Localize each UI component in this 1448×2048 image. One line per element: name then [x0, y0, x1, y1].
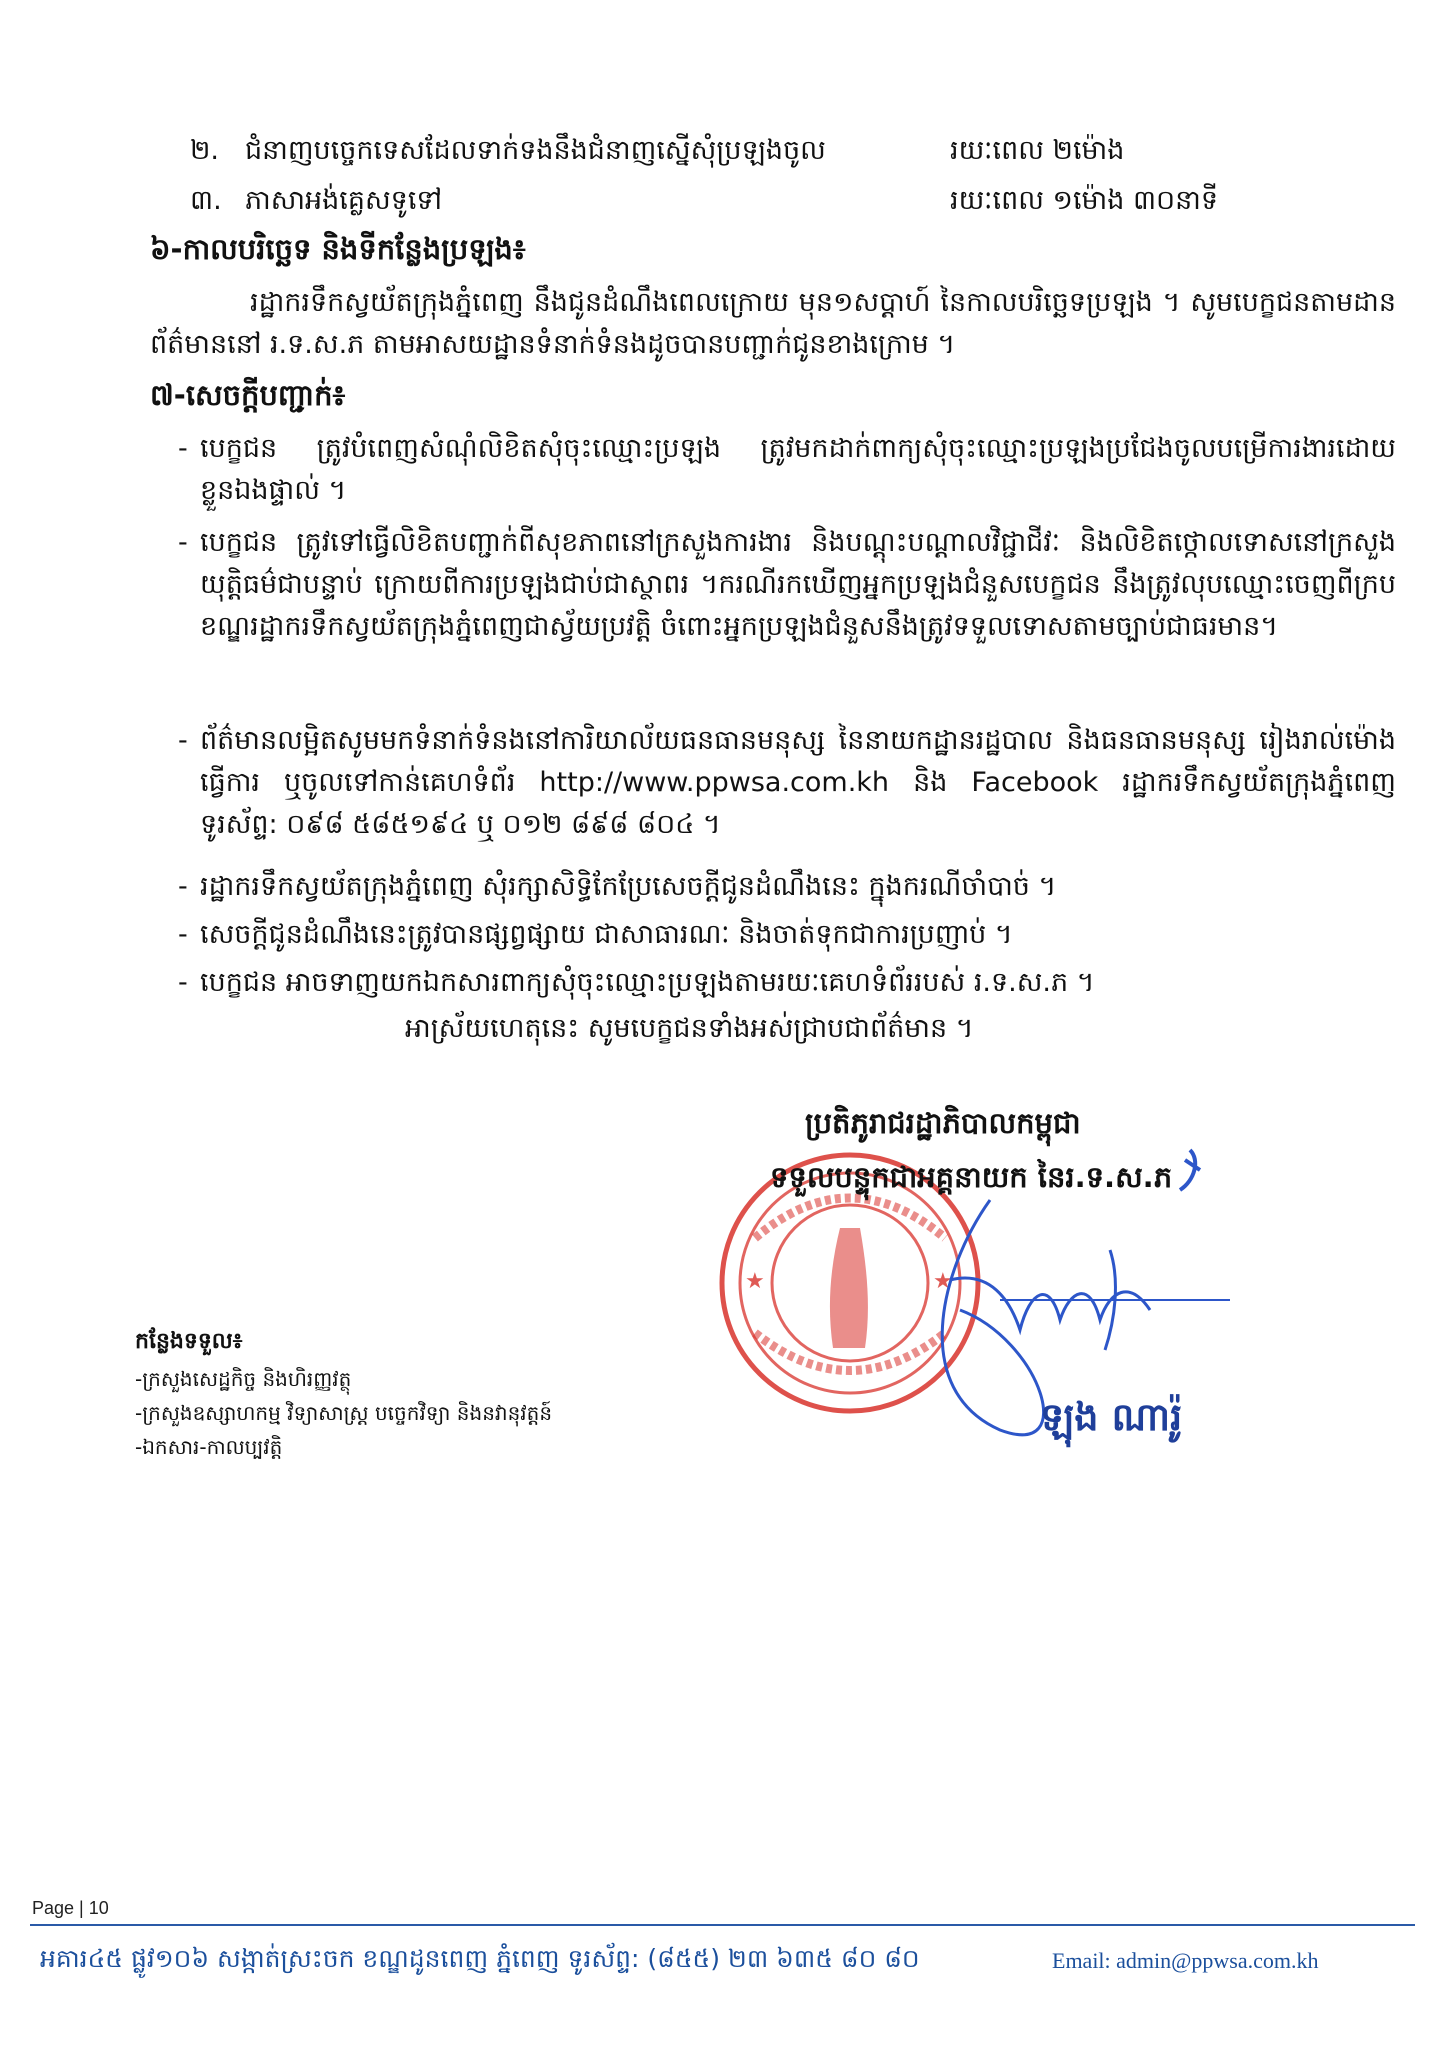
- bullet-dash: -: [178, 433, 188, 464]
- closing-statement: អាស្រ័យហេតុនេះ សូមបេក្ខជនទាំងអស់ជ្រាបជាព័ត៌មាន ។: [405, 1013, 974, 1044]
- notice-bullet: [178, 914, 1396, 956]
- bullet-dash: -: [178, 871, 188, 902]
- exam-item-subject: ភាសាអង់គ្លេសទូទៅ: [245, 185, 443, 216]
- notice-bullet: [178, 866, 1396, 908]
- recipients-heading: កន្លែងទទួល៖: [135, 1329, 243, 1354]
- bullet-dash: -: [178, 919, 188, 950]
- bullet-text: បេក្ខជន ត្រូវបំពេញសំណុំលិខិតសុំចុះឈ្មោះប្រឡង ត្រូវមកដាក់ពាក្យសុំចុះឈ្មោះប្រឡងប្រជែងចូលបម្រើការងារដោយខ្លួនឯងផ្ទាល់ ។: [200, 433, 1396, 506]
- notice-bullet: [178, 962, 1396, 1004]
- section-7-heading: ៧-សេចក្តីបញ្ជាក់៖: [150, 378, 346, 412]
- signatory-position: ទទួលបន្ទុកជាអគ្គនាយក នៃរ.ទ.ស.ភ: [770, 1160, 1173, 1194]
- bullet-text: បេក្ខជន ត្រូវទៅធ្វើលិខិតបញ្ជាក់ពីសុខភាពនៅក្រសួងការងារ និងបណ្តុះបណ្តាលវិជ្ជាជីវៈ និងលិខិតថ្កោលទោសនៅក្រសួងយុត្តិធម៌ជាបន្ទាប់ ក្រោយពីការប្រឡងជាប់ជាស្ថាពរ ។ករណីរកឃើញអ្នកប្រឡងជំនួសបេក្ខជន នឹងត្រូវលុបឈ្មោះចេញពីក្របខណ្ឌរដ្ឋាករទឹកស្វយ័តក្រុងភ្នំពេញជាស្វ័យប្រវត្តិ ចំពោះអ្នកប្រឡងជំនួសនឹងត្រូវទទួលទោសតាមច្បាប់ជាធរមាន។: [200, 527, 1396, 642]
- signatory-name: ឡុង ណារ៉ូ: [1040, 1395, 1183, 1439]
- footer-address: អគារ៤៥ ផ្លូវ១០៦ សង្កាត់ស្រះចក ខណ្ឌដូនពេញ ភ្នំពេញ ទូរស័ព្ទ: (៨៥៥) ២៣ ៦៣៥ ៨០ ៨០: [40, 1944, 920, 1973]
- notice-bullet: [178, 428, 1396, 512]
- footer-divider: [30, 1924, 1415, 1926]
- exam-item-number: ៣.: [190, 185, 222, 216]
- exam-item-subject: ជំនាញបច្ចេកទេសដែលទាក់ទងនឹងជំនាញស្នើសុំប្រឡងចូល: [245, 135, 826, 166]
- svg-text:★: ★: [745, 1269, 765, 1294]
- notice-bullet: [178, 522, 1396, 648]
- bullet-dash: -: [178, 725, 188, 756]
- bullet-text: បេក្ខជន អាចទាញយកឯកសារពាក្យសុំចុះឈ្មោះប្រឡងតាមរយៈគេហទំព័ររបស់ រ.ទ.ស.ភ ។: [200, 967, 1095, 998]
- bullet-text: ព័ត៌មានលម្អិតសូមមកទំនាក់ទំនងនៅការិយាល័យធនធានមនុស្ស នៃនាយកដ្ឋានរដ្ឋបាល និងធនធានមនុស្ស រៀងរាល់ម៉ោងធ្វើការ ឬចូលទៅកាន់គេហទំព័រ http://www.ppwsa.com.kh និង Facebook រដ្ឋាករទឹកស្វយ័តក្រុងភ្នំពេញ ទូរស័ព្ទ: ០៩៨ ៥៨៥១៩៤ ឬ ០១២ ៨៩៨ ៨០៤ ។: [200, 725, 1396, 840]
- footer-email: Email: admin@ppwsa.com.kh: [1052, 1948, 1319, 1973]
- section-6-body: រដ្ឋាករទឹកស្វយ័តក្រុងភ្នំពេញ នឹងជូនដំណឹងពេលក្រោយ មុន១សប្ដាហ៍ នៃកាលបរិច្ឆេទប្រឡង ។ សូមបេក្ខជនតាមដានព័ត៌មាននៅ រ.ទ.ស.ភ តាមអាសយដ្ឋានទំនាក់ទំនងដូចបានបញ្ជាក់ជូនខាងក្រោម ។: [150, 287, 1396, 360]
- exam-item-number: ២.: [190, 135, 220, 166]
- recipient-item: -ក្រសួងឧស្សាហកម្ម វិទ្យាសាស្ត្រ បច្ចេកវិទ្យា និងនវានុវត្តន៍: [135, 1401, 553, 1425]
- section-6-heading: ៦-កាលបរិច្ឆេទ និងទីកន្លែងប្រឡង៖: [150, 232, 526, 266]
- bullet-dash: -: [178, 527, 188, 558]
- notice-bullet: [178, 720, 1396, 846]
- bullet-text: រដ្ឋាករទឹកស្វយ័តក្រុងភ្នំពេញ សុំរក្សាសិទ្ធិកែប្រែសេចក្តីជូនដំណឹងនេះ ក្នុងករណីចាំបាច់ ។: [200, 871, 1057, 902]
- svg-text:★: ★: [933, 1269, 953, 1294]
- page-number: Page | 10: [32, 1898, 109, 1918]
- exam-item-duration: រយៈពេល ២ម៉ោង: [950, 135, 1125, 166]
- bullet-text: សេចក្តីជូនដំណឹងនេះត្រូវបានផ្សព្វផ្សាយ ជាសាធារណៈ និងចាត់ទុកជាការប្រញាប់ ។: [200, 919, 1013, 950]
- recipient-item: -ឯកសារ-កាលប្បវត្តិ: [135, 1435, 283, 1459]
- recipient-item: -ក្រសួងសេដ្ឋកិច្ច និងហិរញ្ញវត្ថុ: [135, 1367, 352, 1391]
- signatory-title: ប្រតិភូរាជរដ្ឋាភិបាលកម្ពុជា: [805, 1106, 1081, 1140]
- exam-item-duration: រយៈពេល ១ម៉ោង ៣០នាទី: [950, 185, 1218, 216]
- bullet-dash: -: [178, 967, 188, 998]
